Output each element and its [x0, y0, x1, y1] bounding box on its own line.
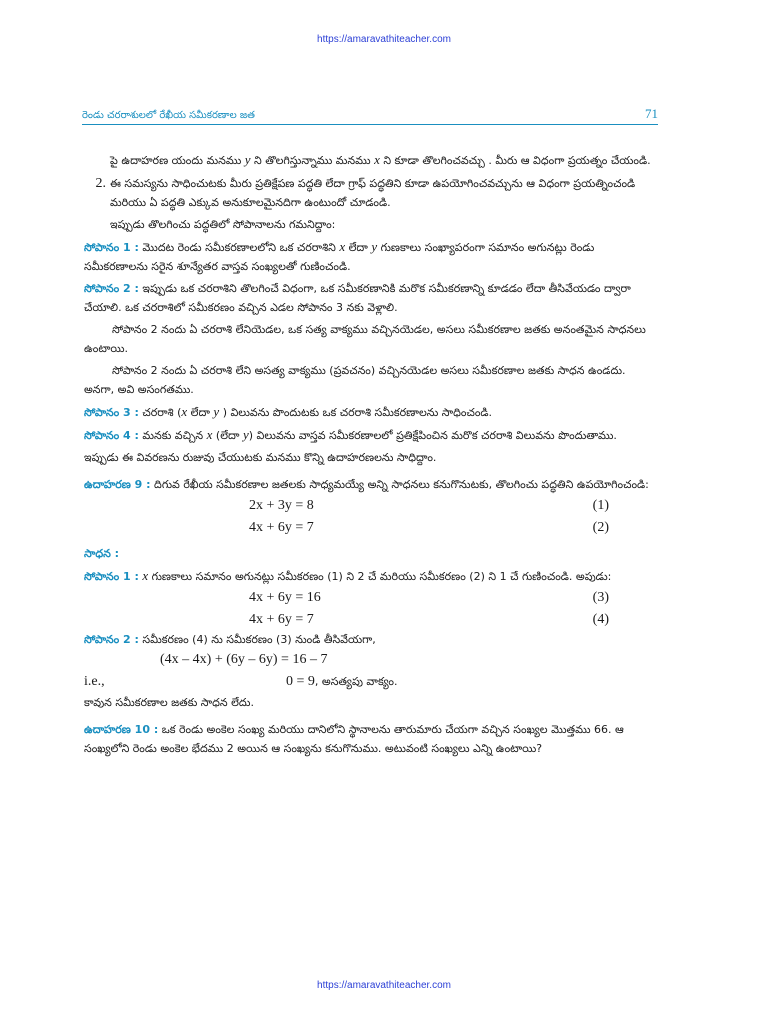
example-9: ఉదాహరణ 9 : దిగువ రేఖీయ సమీకరణాల జతలకు సాధ్యమయ్యే అన్ని సాధనలు కనుగొనుటకు, తొలగించు పద్ధతిని ఉపయోగించండి:	[84, 478, 649, 491]
step-3: సోపానం 3 : చరరాశి (x లేదా y ) విలువను పొందుటకు ఒక చరరాశి సమీకరణాలను సాధించండి.	[84, 404, 493, 419]
site-url-footer[interactable]: https://amaravathiteacher.com	[317, 980, 451, 991]
example-label: ఉదాహరణ 9 :	[84, 478, 151, 491]
paragraph-examples-intro: ఇప్పుడు ఈ వివరణను రుజువు చేయుటకు మనము కొన్ని ఉదాహరణలను సాధిద్దాం.	[84, 451, 437, 464]
equation-5: (4x – 4x) + (6y – 6y) = 16 – 7	[160, 652, 328, 667]
step-label: సోపానం 2 :	[84, 633, 139, 646]
note-no-solution: సోపానం 2 నందు ఏ చరరాశి లేని అసత్య వాక్యము (ప్రవచనం) వచ్చినయెడల అసలు సమీకరణాల జతకు సాధన ఉండదు. అనగా, అవి అసంగతము.	[84, 364, 626, 396]
step-1: సోపానం 1 : మొదట రెండు సమీకరణాలలోని ఒక చరరాశిని x లేదా y గుణకాలు సంఖ్యాపరంగా సమానం అగునట్లు రెండు సమీకరణాలను సరైన శూన్యేతర వాస్తవ సంఖ్యలతో గుణించండి.	[84, 239, 595, 273]
list-text: ఈ సమస్యను సాధించుటకు మీరు ప్రతిక్షేపణ పద్ధతి లేదా గ్రాఫ్ పద్ధతిని కూడా ఉపయోగించవచ్చును ఆ విధంగా ప్రయత్నించండి మరియు ఏ పద్ధతి ఎక్కువ అనుకూలమైనదిగా ఉంటుందో చూడండి.	[110, 177, 636, 209]
solution-conclusion: కావున సమీకరణాల జతకు సాధన లేదు.	[84, 696, 254, 709]
step-label: సోపానం 2 :	[84, 282, 139, 295]
steps-intro: ఇప్పుడు తొలగించు పద్ధతిలో సోపానాలను గమనిద్దాం:	[110, 218, 336, 231]
step-4: సోపానం 4 : మనకు వచ్చిన x (లేదా y) విలువను వాస్తవ సమీకరణాలలో ప్రతిక్షేపించిన మరొక చరరాశి విలువను పొందుతాము.	[84, 427, 617, 442]
equation-4: 4x + 6y = 7 (4)	[249, 611, 609, 627]
step-label: సోపానం 4 :	[84, 429, 139, 442]
example-label: ఉదాహరణ 10 :	[84, 723, 159, 736]
paragraph-example-note: పై ఉదాహరణ యందు మనము y ని తొలగిస్తున్నాము మనము x ని కూడా తొలగించవచ్చు . మీరు ఆ విధంగా ప్రయత్నం చేయండి.	[110, 152, 651, 167]
running-head	[82, 106, 658, 123]
site-url-header[interactable]: https://amaravathiteacher.com	[317, 34, 451, 45]
step-2: సోపానం 2 : ఇప్పుడు ఒక చరరాశిని తొలగించే విధంగా, ఒక సమీకరణానికి మరొక సమీకరణాన్ని కూడడం లేదా తీసివేయడం ద్వారా చేయాలి. ఒక చరరాశిలో సమీకరణం వచ్చిన ఎడల సోపానం 3 నకు వెళ్లాలి.	[84, 282, 631, 314]
page-body	[84, 150, 658, 758]
note-infinite-solutions: సోపానం 2 నందు ఏ చరరాశి లేనియెడల, ఒక సత్య వాక్యము వచ్చినయెడల, అసలు సమీకరణాల జతకు అనంతమైన సాధనలు ఉంటాయి.	[84, 323, 646, 355]
equation-3: 4x + 6y = 16 (3)	[249, 589, 609, 605]
step-label: సోపానం 1 :	[84, 241, 139, 254]
list-item-2	[84, 174, 658, 212]
equation-1: 2x + 3y = 8 (1)	[249, 497, 609, 513]
page-number: 71	[645, 106, 658, 121]
step-label: సోపానం 1 :	[84, 570, 139, 583]
example-10: ఉదాహరణ 10 : ఒక రెండు అంకెల సంఖ్య మరియు దానిలోని స్థానాలను తారుమారు చేయగా వచ్చిన సంఖ్యల మొత్తము 66. ఆ సంఖ్యలోని రెండు అంకెల భేదము 2 అయిన ఆ సంఖ్యను కనుగొనుము. అటువంటి సంఖ్యలు ఎన్ని ఉంటాయి?	[84, 723, 624, 755]
equation-2: 4x + 6y = 7 (2)	[249, 519, 609, 535]
header-rule	[82, 124, 658, 125]
solution-step-1: సోపానం 1 : x గుణకాలు సమానం అగునట్లు సమీకరణం (1) ని 2 చే మరియు సమీకరణం (2) ని 1 చే గుణించండి. అపుడు:	[84, 568, 612, 583]
solution-label: సాధన :	[84, 547, 120, 560]
solution-step-2: సోపానం 2 : సమీకరణం (4) ను సమీకరణం (3) నుండి తీసివేయగా,	[84, 633, 376, 646]
equation-6: i.e., 0 = 9 , అసత్యపు వాక్యం.	[84, 674, 398, 689]
chapter-title: రెండు చరరాశులలో రేఖీయ సమీకరణాల జత	[82, 110, 255, 121]
step-label: సోపానం 3 :	[84, 406, 139, 419]
list-number: 2.	[95, 176, 106, 191]
